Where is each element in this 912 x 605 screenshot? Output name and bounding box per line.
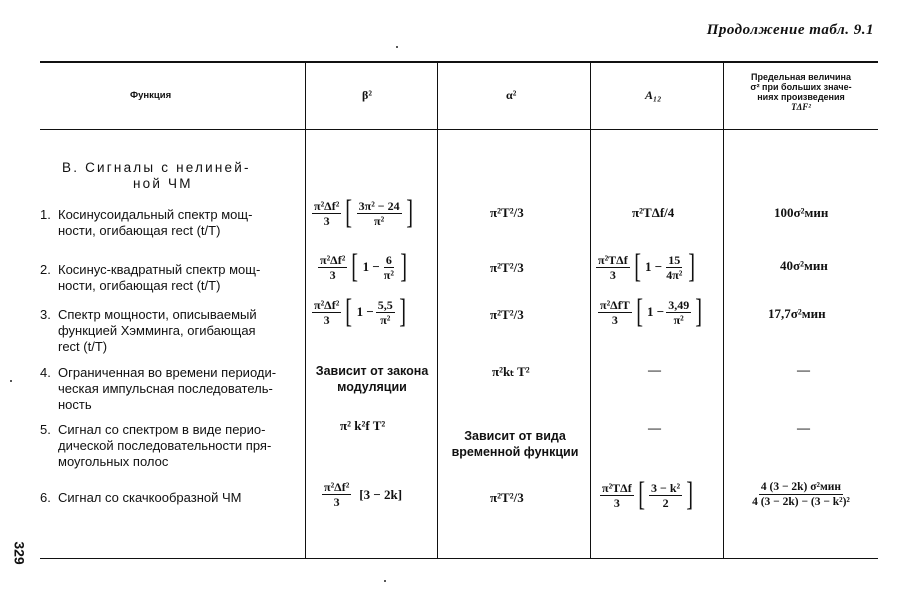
row-3-function: 3. Спектр мощности, описываемый функцией Хэмминга, огибающая rect (t/T) <box>40 307 257 354</box>
row-2-alpha: π²T²/3 <box>490 260 524 275</box>
row-2-limit: 40σ²мин <box>780 258 828 273</box>
row-2-a12: $\frac{\text{π²TΔf}}{3}$ [ 1 − $\frac{15}{\text{4π²}}$ ] <box>598 248 696 285</box>
row-5-beta: π² k²f T² <box>340 418 386 433</box>
table-caption: Продолжение табл. 9.1 <box>706 22 874 38</box>
row-1-beta: $\frac{\text{π²Δf²}}{3}$ [ $\frac{\text{3π² − 24}}{\text{π²}}$ ] <box>314 194 413 231</box>
row-6-limit: $\frac{\text{4 (3 − 2k) σ²мин}}{\text{4 (3 − 2k) − (3 − k²)²}}$ <box>752 481 850 508</box>
scan-speck <box>396 46 398 48</box>
section-heading-line2: ной ЧМ <box>133 176 193 191</box>
row-6-function: 6. Сигнал со скачкообразной ЧМ <box>40 490 242 505</box>
row-1-a12: π²TΔf/4 <box>632 205 675 220</box>
row-4-function: 4. Ограниченная во времени периоди- ческая импульсная последователь- ность <box>40 365 277 412</box>
row-4-beta: Зависит от закона модуляции <box>315 364 429 394</box>
row-6-a12: $\frac{\text{π²TΔf}}{3}$ [ $\frac{\text{3 − k²}}{2}$ ] <box>602 476 694 513</box>
header-rule <box>40 129 878 130</box>
scan-speck <box>384 580 386 582</box>
row-4-a12: — <box>648 362 661 377</box>
scan-speck <box>10 380 12 382</box>
row-5-function: 5. Сигнал со спектром в виде перио- дической последовательности пря- моугольных полос <box>40 422 272 469</box>
row-4-alpha: π²kₜ T² <box>492 364 530 379</box>
header-function: Функция <box>130 90 172 101</box>
header-a12: A₁₂ <box>645 88 662 102</box>
row-6-beta: $\frac{\text{π²Δf²}}{3}$ [3 − 2k] <box>324 480 403 509</box>
row-5-a12: — <box>648 420 661 435</box>
row-3-a12: $\frac{\text{π²ΔfT}}{3}$ [ 1 − $\frac{3,49}{\text{π²}}$ ] <box>600 293 703 330</box>
row-3-limit: 17,7σ²мин <box>768 306 826 321</box>
section-heading-line1: В. Сигналы с нелиней- <box>62 160 251 175</box>
row-1-limit: 100σ²мин <box>774 205 829 220</box>
row-3-beta: $\frac{\text{π²Δf²}}{3}$ [ 1 − $\frac{5,5}{\text{π²}}$ ] <box>314 293 406 330</box>
row-5-alpha: Зависит от вида временной функции <box>451 429 579 459</box>
row-2-beta: $\frac{\text{π²Δf²}}{3}$ [ 1 − $\frac{6}{\text{π²}}$ ] <box>320 248 408 285</box>
row-4-limit: — <box>797 362 810 377</box>
row-2-function: 2. Косинус-квадратный спектр мощ- ности, огибающая rect (t/T) <box>40 262 261 293</box>
col-divider-4 <box>723 63 724 558</box>
header-beta: β² <box>362 88 372 102</box>
row-5-limit: — <box>797 420 810 435</box>
table-top-rule <box>40 61 878 63</box>
row-3-alpha: π²T²/3 <box>490 307 524 322</box>
row-1-alpha: π²T²/3 <box>490 205 524 220</box>
table-bottom-rule <box>40 558 878 559</box>
row-1-function: 1. Косинусоидальный спектр мощ- ности, огибающая rect (t/T) <box>40 207 253 238</box>
col-divider-2 <box>437 63 438 558</box>
header-limit: Предельная величина σ² при больших значе- ниях произведения TΔF² <box>750 72 852 112</box>
page-number: 329 <box>11 541 28 565</box>
row-6-alpha: π²T²/3 <box>490 490 524 505</box>
header-alpha: α² <box>506 88 517 102</box>
col-divider-3 <box>590 63 591 558</box>
